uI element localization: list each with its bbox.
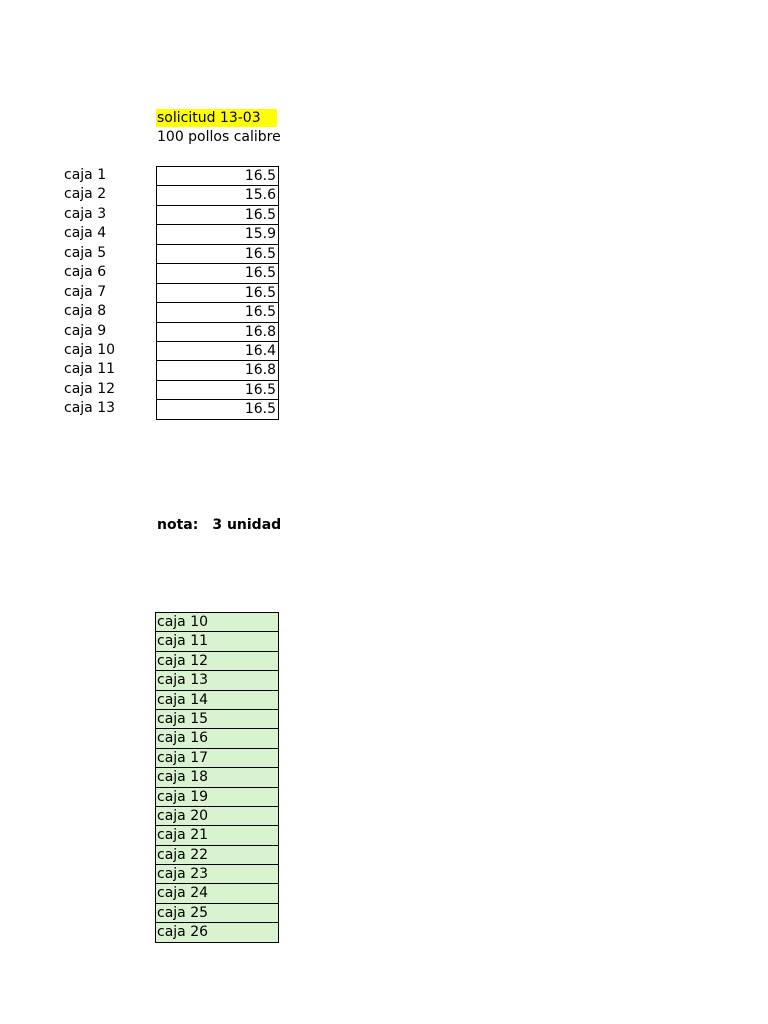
- green-box-cell[interactable]: caja 12: [156, 652, 278, 671]
- box-weight-cell[interactable]: 16.5: [157, 400, 278, 419]
- green-box-cell[interactable]: caja 11: [156, 632, 278, 651]
- box-label-cell[interactable]: caja 7: [64, 283, 107, 300]
- note-cell[interactable]: [156, 515, 281, 535]
- green-box-list: [155, 612, 279, 943]
- green-box-cell[interactable]: caja 26: [156, 923, 278, 942]
- box-weight-cell[interactable]: 16.4: [157, 342, 278, 361]
- green-box-cell[interactable]: caja 21: [156, 826, 278, 845]
- box-label-cell[interactable]: caja 12: [64, 380, 116, 397]
- box-label-cell[interactable]: caja 9: [64, 322, 107, 339]
- green-box-cell[interactable]: caja 25: [156, 904, 278, 923]
- box-weight-cell[interactable]: 16.5: [157, 284, 278, 303]
- box-weight-cell[interactable]: 16.8: [157, 323, 278, 342]
- box-weight-column: [156, 166, 279, 420]
- green-box-cell[interactable]: caja 17: [156, 749, 278, 768]
- green-box-cell[interactable]: caja 14: [156, 691, 278, 710]
- box-label-cell[interactable]: caja 2: [64, 186, 107, 203]
- green-box-cell[interactable]: caja 16: [156, 729, 278, 748]
- green-box-cell[interactable]: caja 18: [156, 768, 278, 787]
- box-weight-cell[interactable]: 16.5: [157, 206, 278, 225]
- green-box-cell[interactable]: caja 19: [156, 788, 278, 807]
- request-title-cell[interactable]: solicitud 13-03: [156, 109, 277, 127]
- request-subtitle-cell[interactable]: 100 pollos calibre: [157, 129, 281, 145]
- box-weight-cell[interactable]: 16.5: [157, 381, 278, 400]
- note-value: 3 unidad: [212, 517, 281, 533]
- box-weight-cell[interactable]: 15.9: [157, 225, 278, 244]
- box-label-cell[interactable]: caja 1: [64, 167, 107, 183]
- box-weight-cell[interactable]: 15.6: [157, 186, 278, 205]
- green-box-cell[interactable]: caja 22: [156, 846, 278, 865]
- box-label-cell[interactable]: caja 13: [64, 400, 116, 417]
- box-weight-cell[interactable]: 16.5: [157, 264, 278, 283]
- green-box-cell[interactable]: caja 10: [156, 613, 278, 632]
- green-box-cell[interactable]: caja 24: [156, 884, 278, 903]
- box-weight-cell[interactable]: 16.5: [157, 303, 278, 322]
- green-box-cell[interactable]: caja 13: [156, 671, 278, 690]
- box-weight-cell[interactable]: 16.5: [157, 167, 278, 186]
- box-weight-cell[interactable]: 16.5: [157, 245, 278, 264]
- green-box-cell[interactable]: caja 15: [156, 710, 278, 729]
- box-label-cell[interactable]: caja 5: [64, 244, 107, 261]
- green-box-cell[interactable]: caja 20: [156, 807, 278, 826]
- box-weight-cell[interactable]: 16.8: [157, 361, 278, 380]
- box-label-cell[interactable]: caja 11: [64, 361, 116, 378]
- box-label-column: [64, 166, 115, 419]
- box-label-cell[interactable]: caja 4: [64, 225, 107, 242]
- box-label-cell[interactable]: caja 10: [64, 341, 116, 358]
- box-label-cell[interactable]: caja 3: [64, 205, 107, 222]
- note-label: nota:: [157, 517, 199, 533]
- green-box-cell[interactable]: caja 23: [156, 865, 278, 884]
- box-label-cell[interactable]: caja 8: [64, 303, 107, 320]
- box-label-cell[interactable]: caja 6: [64, 264, 107, 281]
